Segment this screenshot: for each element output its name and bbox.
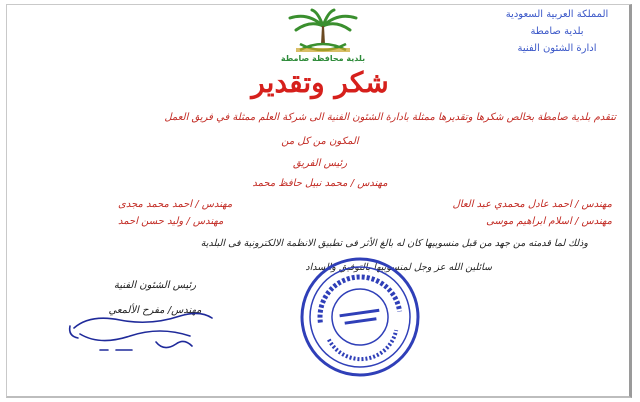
certificate-title: شكر وتقدير <box>251 66 389 99</box>
signatory-name: مهندس/ مفرح الألمعي <box>108 305 202 316</box>
letterhead-municipality: بلدية صامطة <box>530 26 584 37</box>
closing-prayer: سائلين الله عز وجل لمنسوبيها بالتوفيق والسداد <box>305 262 492 273</box>
letterhead <box>492 6 622 57</box>
handwritten-signature <box>60 306 230 366</box>
member-name: مهندس / احمد عادل محمدي عبد العال <box>452 199 612 210</box>
palm-swords-logo <box>278 8 368 56</box>
team-intro: المكون من كل من <box>281 136 359 147</box>
team-leader-name: مهندس / محمد نبيل حافظ محمد <box>252 178 388 189</box>
official-seal-stamp <box>298 255 423 380</box>
closing-line: وذلك لما قدمته من جهد من قبل منسوبيها كان له بالغ الأثر فى تطبيق الانظمة الالكترونية فى البلدية <box>200 238 588 249</box>
signatory-title: رئيس الشئون الفنية <box>113 280 197 291</box>
letterhead-department: ادارة الشئون الفنية <box>517 43 597 54</box>
letterhead-country: المملكة العربية السعودية <box>505 9 609 20</box>
member-name: مهندس / وليد حسن احمد <box>118 216 224 227</box>
thanks-paragraph: تتقدم بلدية صامطة بخالص شكرها وتقديرها ممثلة بادارة الشئون الفنية الى شركة العلم ممثلة في فريق العمل <box>164 112 616 123</box>
member-name: مهندس / اسلام ابراهيم موسى <box>486 216 612 227</box>
team-leader-label: رئيس الفريق <box>292 158 348 169</box>
logo-caption: بلدية محافظة صامطة <box>280 54 366 63</box>
member-name: مهندس / احمد محمد مجدى <box>118 199 233 210</box>
